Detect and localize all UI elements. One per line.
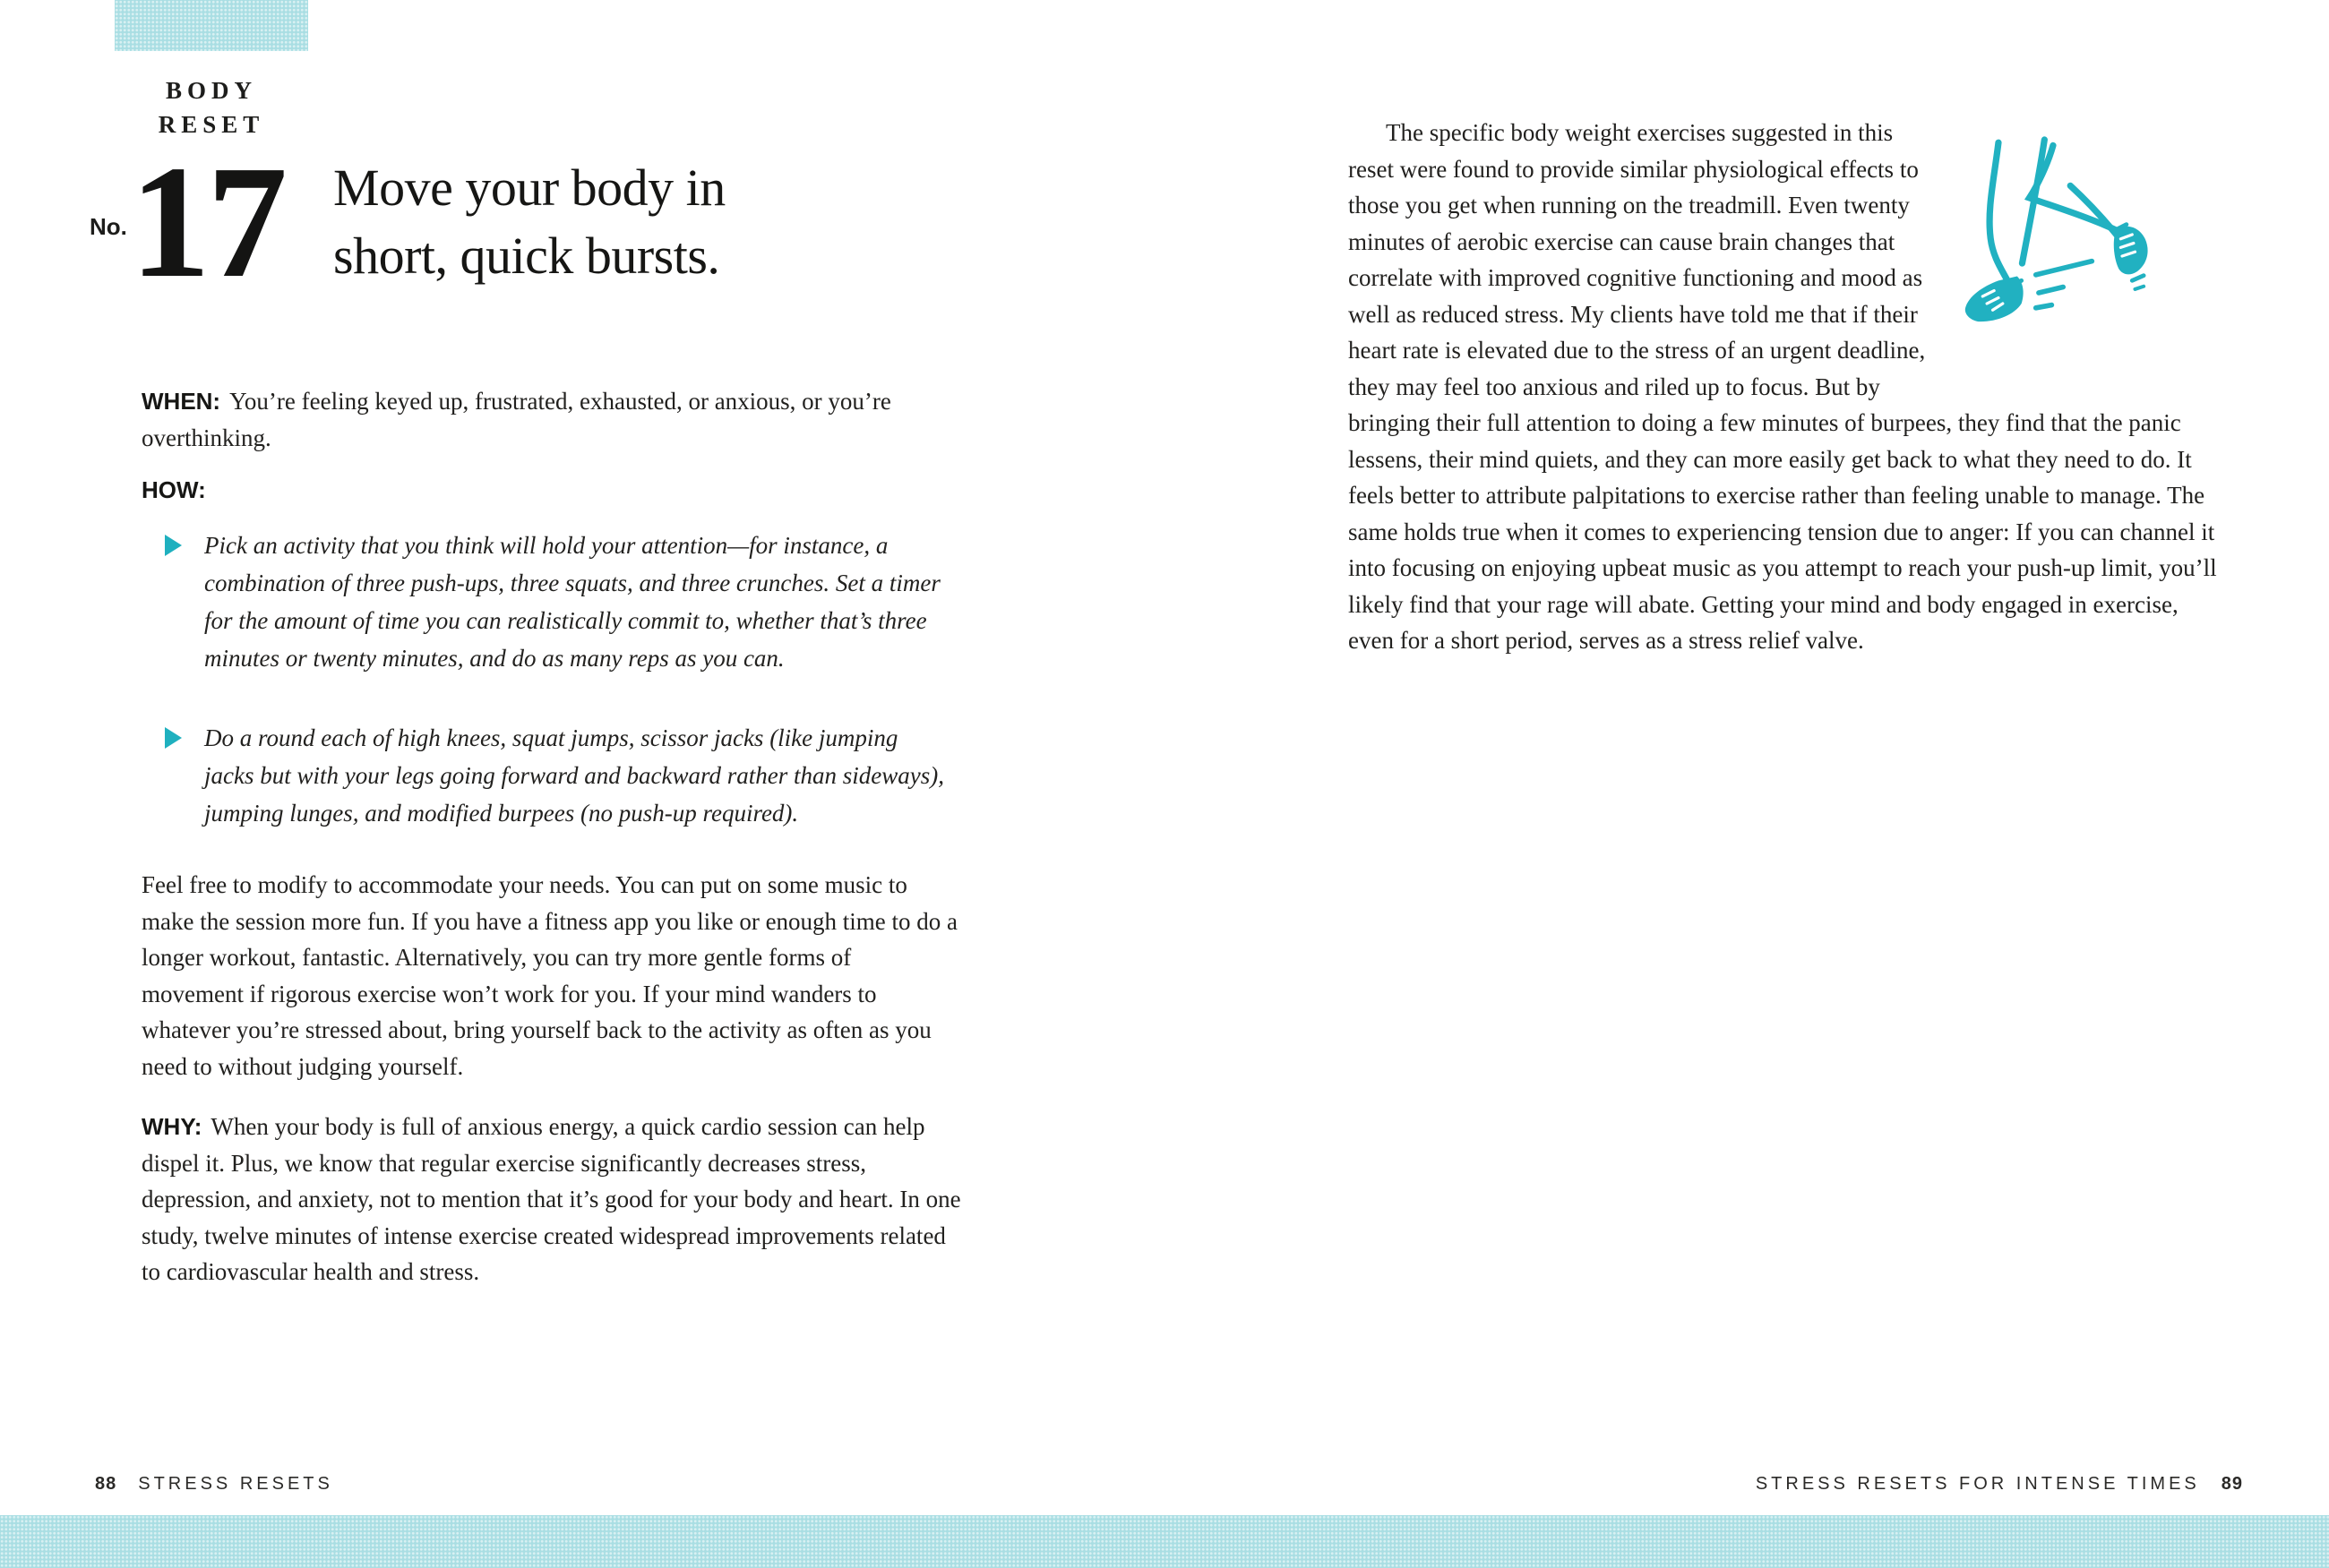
reset-number-prefix: No. — [90, 213, 127, 240]
bullet-text: Do a round each of high knees, squat jumps, scissor jacks (like jumping jacks but with your legs going forward and backward rather than sideways), jumping lunges, and modified burpees (no push-up required). — [204, 724, 944, 827]
bullet-text: Pick an activity that you think will hold your attention—for instance, a combination of three push-ups, three squats, and three crunches. Set a timer for the amount of time you can realistically commit to, whether that’s three minutes or twenty minutes, and do as many reps as you can. — [204, 532, 941, 672]
tab-label-line: RESET — [158, 111, 265, 138]
body-paragraph: The specific body weight exercises suggested in this reset were found to provide similar physiological effects to those you get when running on the treadmill. Even twenty minutes of aerobic exercise can cause brain changes that correlate with improved cognitive functioning and mood as well as reduced stress. My clients have told me that if their heart rate is elevated due to the stress of an urgent deadline, they may feel too anxious and riled up to focus. But by bringing their full attention to doing a few minutes of burpees, they find that the panic lessens, their mind quiets, and they can more easily get back to what they need to do. It feels better to attribute palpitations to exercise rather than feeling unable to manage. The same holds true when it comes to experiencing tension due to anger: If you can channel it into focusing on enjoying upbeat music as you attempt to reach your push-up limit, you’ll likely find that your rage will abate. Getting your mind and body engaged in exercise, even for a short period, serves as a stress relief valve. — [1348, 119, 2217, 654]
page-number: 88 — [95, 1474, 117, 1494]
tab-label-line: BODY — [165, 77, 257, 104]
running-head: STRESS RESETS — [138, 1474, 333, 1494]
how-bullet-list — [204, 527, 952, 874]
bottom-band — [0, 1515, 2329, 1568]
chapter-tab-label — [115, 73, 308, 141]
reset-title-line: short, quick bursts. — [333, 227, 720, 285]
left-footer — [95, 1474, 333, 1495]
running-legs-illustration — [1951, 118, 2224, 380]
how-label: HOW: — [142, 476, 206, 503]
chapter-tab — [115, 0, 308, 51]
page-number: 89 — [2221, 1474, 2243, 1494]
modify-paragraph: Feel free to modify to accommodate your needs. You can put on some music to make the session more fun. If you have a fitness app you like or enough time to do a longer workout, fantastic. Alternatively, you can try more gentle forms of movement if rigorous exercise won’t work for you. If your mind wanders to whatever you’re stressed about, bring yourself back to the activity as often as you need to without judging yourself. — [142, 871, 958, 1080]
reset-number: 17 — [130, 133, 284, 311]
why-label: WHY: — [142, 1113, 202, 1140]
right-footer — [1756, 1474, 2243, 1495]
reset-title-line: Move your body in — [333, 159, 726, 217]
list-item — [204, 719, 952, 832]
reset-title — [333, 154, 726, 290]
when-paragraph — [142, 383, 952, 456]
right-column — [1348, 115, 2224, 659]
when-label: WHEN: — [142, 388, 221, 415]
list-item — [204, 527, 952, 677]
why-paragraph — [142, 1109, 966, 1290]
triangle-bullet-icon — [165, 535, 182, 556]
when-text: You’re feeling keyed up, frustrated, exhausted, or anxious, or you’re overthinking. — [142, 388, 891, 451]
triangle-bullet-icon — [165, 727, 182, 749]
running-head: STRESS RESETS FOR INTENSE TIMES — [1755, 1474, 2200, 1494]
why-text: When your body is full of anxious energy, a quick cardio session can help dispel it. Plus, we know that regular exercise significantly decreases stress, depression, and anxiety, not to mention that it’s good for your body and heart. In one study, twelve minutes of intense exercise created widespread improvements related to cardiovascular health and stress. — [142, 1113, 961, 1285]
